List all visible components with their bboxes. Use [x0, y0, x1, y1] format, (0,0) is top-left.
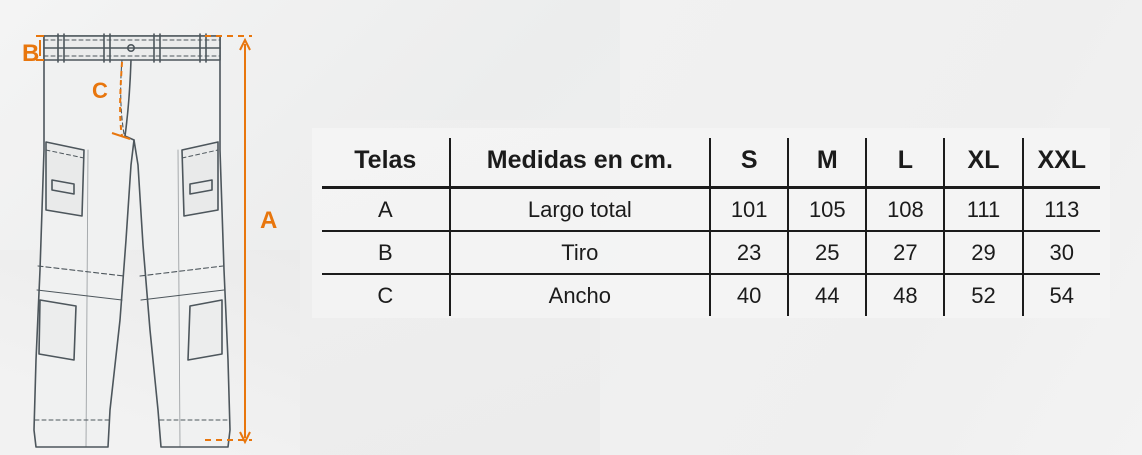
header-size-xxl: XXL	[1023, 138, 1100, 188]
row-a-code: A	[377, 196, 393, 222]
row-a-xl: 111	[944, 188, 1022, 232]
row-c-m: 44	[788, 274, 866, 316]
size-chart-table	[322, 138, 1100, 316]
row-a-xxl: 113	[1023, 188, 1100, 232]
row-b-xxl: 30	[1023, 231, 1100, 274]
header-size-xl: XL	[944, 138, 1022, 188]
table-row	[322, 274, 1100, 316]
header-telas: Telas	[322, 138, 450, 188]
row-c-s: 40	[710, 274, 788, 316]
marker-label-b: B	[22, 40, 40, 67]
marker-label-c: C	[92, 78, 108, 103]
table-row	[322, 188, 1100, 232]
header-size-s: S	[710, 138, 788, 188]
header-size-l: L	[866, 138, 944, 188]
trousers-illustration	[0, 0, 300, 455]
table-row	[322, 231, 1100, 274]
row-c-l: 48	[866, 274, 944, 316]
row-a-measure: Largo total	[450, 188, 711, 232]
row-c-xxl: 54	[1023, 274, 1100, 316]
row-a-m: 105	[788, 188, 866, 232]
row-b-code: B	[322, 231, 450, 274]
row-c-xl: 52	[944, 274, 1022, 316]
header-size-m: M	[788, 138, 866, 188]
table-header-row	[322, 138, 1100, 188]
row-b-m: 25	[788, 231, 866, 274]
row-c-measure: Ancho	[450, 274, 711, 316]
row-b-xl: 29	[944, 231, 1022, 274]
row-b-measure: Tiro	[450, 231, 711, 274]
row-c-code: C	[322, 274, 450, 316]
row-b-s: 23	[710, 231, 788, 274]
marker-label-a: A	[260, 207, 278, 234]
row-a-l: 108	[866, 188, 944, 232]
header-medidas: Medidas en cm.	[450, 138, 711, 188]
row-b-l: 27	[866, 231, 944, 274]
row-a-s: 101	[710, 188, 788, 232]
